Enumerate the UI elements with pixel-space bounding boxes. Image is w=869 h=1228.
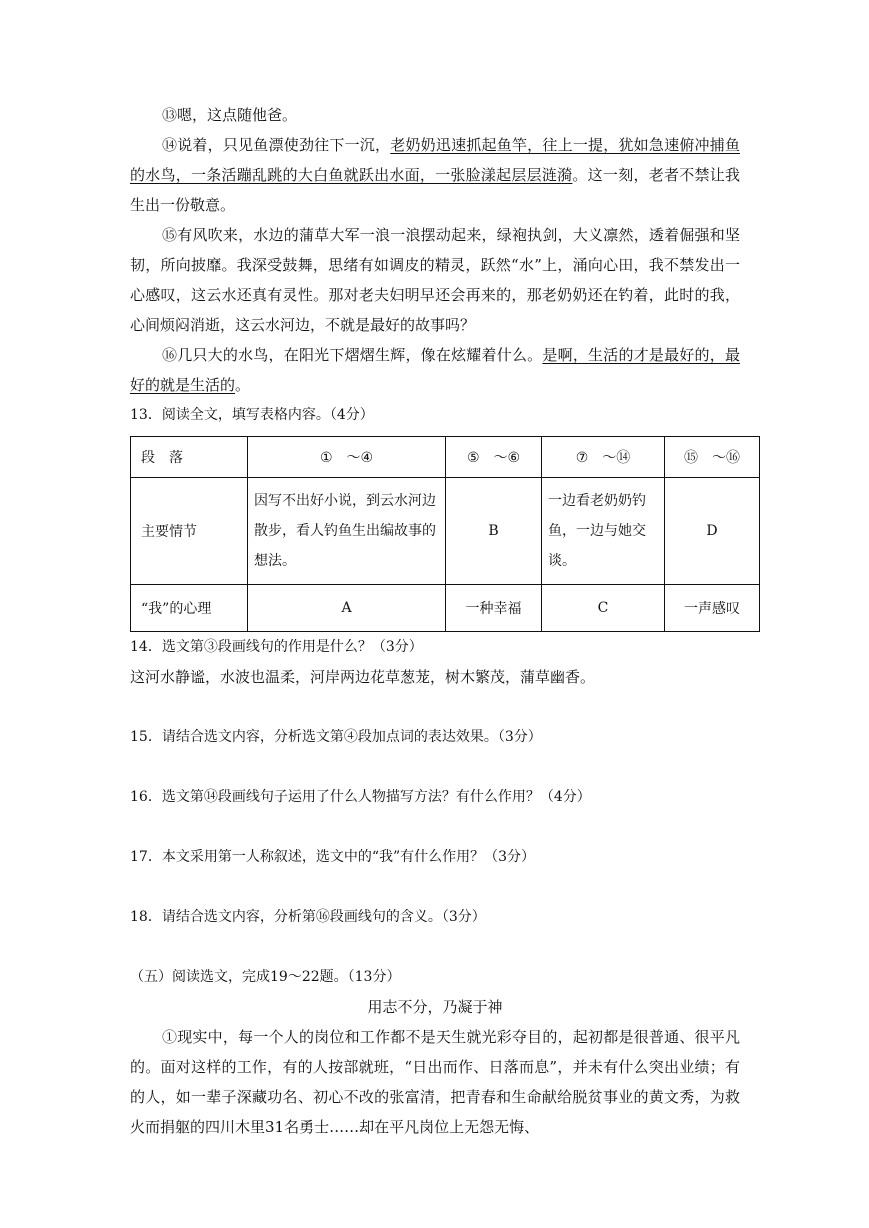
table-cell: 因写不出好小说，到云水河边散步，看人钓鱼生出编故事的想法。 [248, 478, 446, 585]
question-16: 16．选文第⑭段画线句子运用了什么人物描写方法？有什么作用？（4分） [130, 789, 591, 805]
essay-paragraph-1: ①现实中，每一个人的岗位和工作都不是天生就光彩夺目的，起初都是很普通、很平凡的。面对这样的工作，有的人按部就班，“日出而作、日落而息”，并未有什么突出业绩；有的人，如一辈子深藏功名、初心不改的张富清，把青春和生命献给脱贫事业的黄文秀，为救火而捐躯的四川木里31名勇士……却在平凡岗位上无怨无悔、 [130, 1028, 740, 1136]
table-cell: 段 落 [131, 437, 248, 478]
paragraph-16-underlined: 是啊，生活的才是最好的，最好的就是生活的 [130, 346, 740, 394]
question-17: 17．本文采用第一人称叙述，选文中的“我”有什么作用？（3分） [130, 849, 536, 865]
question-18: 18．请结合选文内容，分析第⑯段画线句的含义。（3分） [130, 909, 486, 925]
paragraph-16 [130, 340, 740, 400]
question-14: 14．选文第③段画线句的作用是什么？（3分） [130, 639, 423, 655]
summary-table [130, 436, 760, 632]
table-cell: 一边看老奶奶钓鱼，一边与她交谈。 [542, 478, 665, 585]
table-cell: ⑮ ～⑯ [665, 437, 760, 478]
table-cell: “我”的心理 [131, 585, 248, 632]
paragraph-15: ⑮有风吹来，水边的蒲草大军一浪一浪摆动起来，绿袍执剑，大义凛然，透着倔强和坚韧，所向披靡。我深受鼓舞，思绪有如调皮的精灵，跃然“水”上，涌向心田，我不禁发出一心感叹，这云水还真有灵性。那对老夫妇明早还会再来的，那老奶奶还在钓着，此时的我，心间烦闷消逝，这云水河边，不就是最好的故事吗？ [130, 226, 740, 334]
paragraph-16-text-a: ⑯几只大的水鸟，在阳光下熠熠生辉，像在炫耀着什么。 [162, 346, 543, 364]
document-page [130, 100, 740, 1142]
table-cell: ⑤ ～⑥ [446, 437, 542, 478]
paragraph-14-text-b: 。这一刻，老者不禁让我生出一份敬意。 [130, 166, 740, 214]
table-cell: B [446, 478, 542, 585]
paragraph-14 [130, 130, 740, 220]
section-five-heading: （五）阅读选文，完成19～22题。（13分） [130, 969, 401, 985]
table-cell: C [542, 585, 665, 632]
paragraph-13: ⑬嗯，这点随他爸。 [162, 106, 298, 124]
table-cell: ① ～④ [248, 437, 446, 478]
question-13: 13．阅读全文，填写表格内容。（4分） [130, 407, 374, 423]
paragraph-14-text-a: ⑭说着，只见鱼漂使劲往下一沉， [162, 136, 391, 154]
table-row-mind [131, 585, 760, 632]
table-cell: ⑦ ～⑭ [542, 437, 665, 478]
essay-title: 用志不分，乃凝于神 [367, 998, 503, 1016]
table-cell: 一种幸福 [446, 585, 542, 632]
question-14-quote: 这河水静谧，水波也温柔，河岸两边花草葱茏，树木繁茂，蒲草幽香。 [130, 668, 596, 686]
table-cell: 主要情节 [131, 478, 248, 585]
paragraph-14-underlined: 老奶奶迅速抓起鱼竿，往上一提，犹如急速俯冲捕鱼的水鸟，一条活蹦乱跳的大白鱼就跃出水面，一张脸漾起层层涟漪 [130, 136, 740, 184]
table-cell: 一声感叹 [665, 585, 760, 632]
question-15: 15．请结合选文内容，分析选文第④段加点词的表达效果。（3分） [130, 729, 542, 745]
table-cell: A [248, 585, 446, 632]
table-header-row [131, 437, 760, 478]
paragraph-16-text-b: 。 [235, 376, 251, 394]
table-row-plot [131, 478, 760, 585]
table-cell: D [665, 478, 760, 585]
